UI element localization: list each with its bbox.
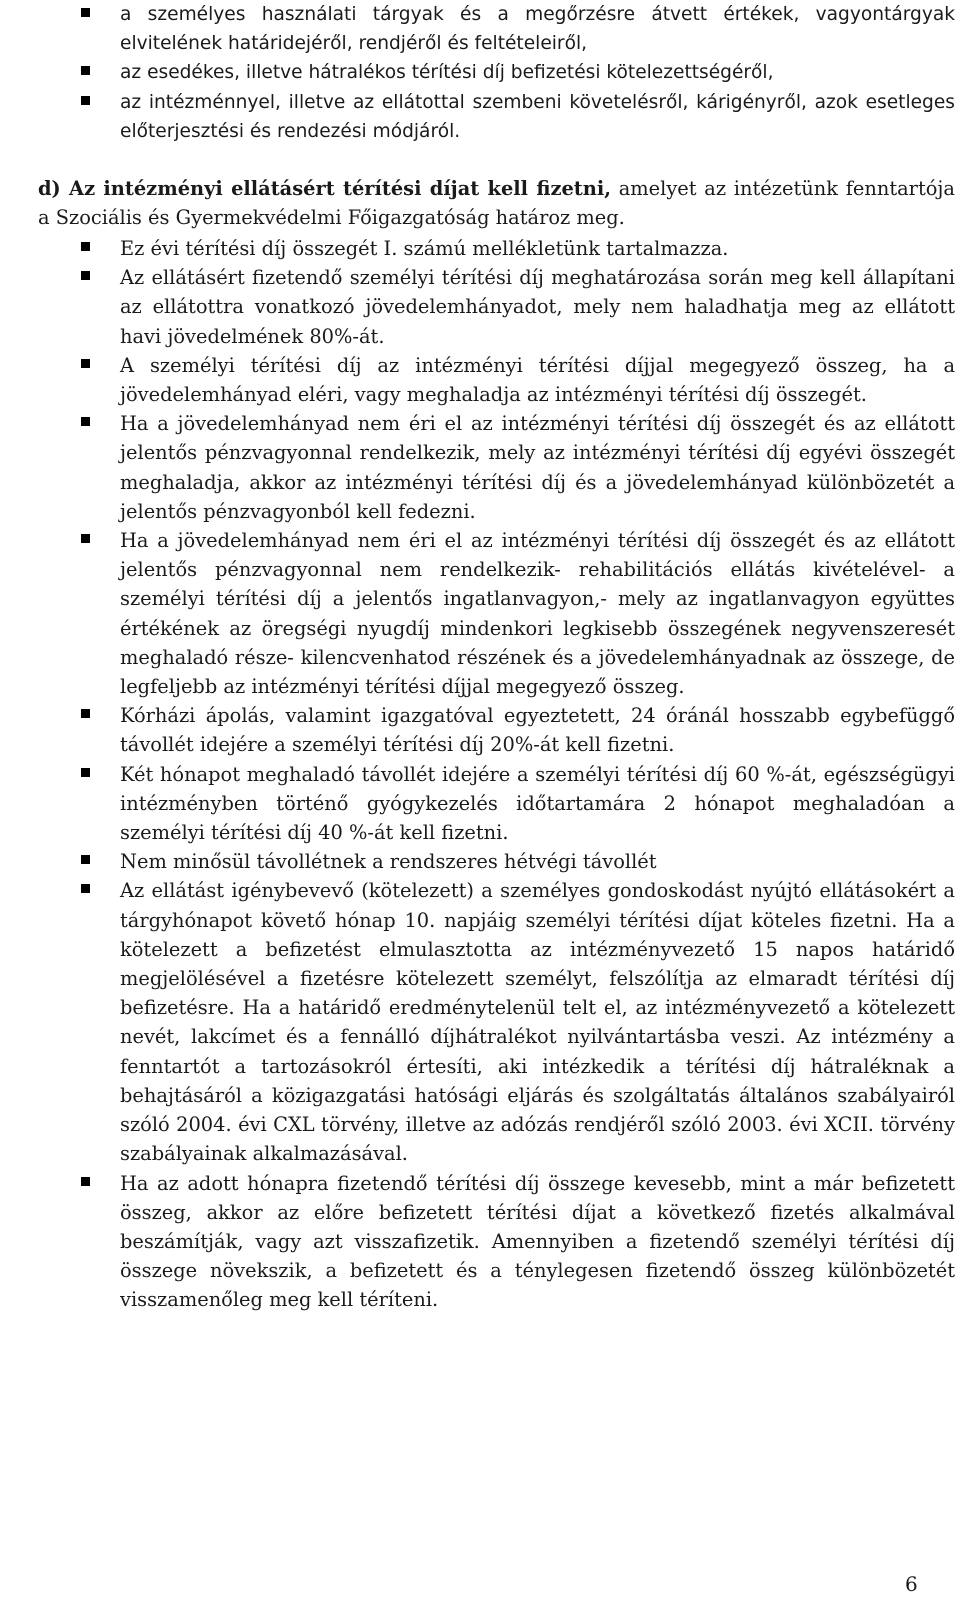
square-bullet-icon bbox=[81, 271, 90, 280]
square-bullet-icon bbox=[81, 768, 90, 777]
list-item bbox=[81, 263, 955, 351]
list-item bbox=[81, 234, 955, 263]
square-bullet-icon bbox=[81, 66, 90, 75]
list-item bbox=[81, 409, 955, 526]
list-item-text: Az ellátásért fizetendő személyi térítési díj meghatározása során meg kell állapítani az ellátottra vonatkozó jövedelemhányadot, mely nem haladhatja meg az ellátott havi jövedelmének 80%-át. bbox=[120, 266, 955, 348]
list-item bbox=[81, 0, 955, 58]
section-d-paragraph bbox=[38, 174, 955, 232]
list-item-text: Két hónapot meghaladó távollét idejére a személyi térítési díj 60 %-át, egészségügyi intézményben történő gyógykezelés időtartamára 2 hónapot meghaladóan a személyi térítési díj 40 %-át kell fizetni. bbox=[120, 762, 955, 845]
square-bullet-icon bbox=[81, 1177, 90, 1186]
list-item bbox=[81, 876, 955, 1168]
list-item-text: Ha az adott hónapra fizetendő térítési díj összege kevesebb, mint a már befizetett összeg, akkor az előre befizetett térítési díjat a következő fizetés alkalmával beszámítják, vagy azt visszafizetik. Amennyiben a fizetendő személyi térítési díj összege növekszik, a befizetett és a ténylegesen fizetendő összeg különbözetét visszamenőleg meg kell téríteni. bbox=[120, 1171, 955, 1312]
square-bullet-icon bbox=[81, 359, 90, 368]
section-d-text: amelyet az intézetünk fenntartója a Szociális és Gyermekvédelmi Főigazgatóság határoz meg. bbox=[38, 177, 955, 230]
list-item bbox=[81, 88, 955, 146]
top-bullet-list bbox=[81, 0, 955, 146]
list-item-text: Ha a jövedelemhányad nem éri el az intézményi térítési díj összegét és az ellátott jelentős pénzvagyonnal nem rendelkezik- rehabilitációs ellátás kivételével- a személyi térítési díj a jelentős ingatlanvagyon,- mely az ingatlanvagyon együttes értékének az öregségi nyugdíj mindenkori legkisebb összegének negyvenszeresét meghaladó része- kilencvenhatod részének és a jövedelemhányadnak az összege, de legfeljebb az intézményi térítési díjjal megegyező összeg. bbox=[120, 529, 955, 699]
section-d-bullet-list bbox=[81, 234, 955, 1315]
list-item-text: Az ellátást igénybevevő (kötelezett) a személyes gondoskodást nyújtó ellátásokért a tárgyhónapot követő hónap 10. napjáig személyi térítési díjat köteles fizetni. Ha a kötelezett a befizetést elmulasztotta az intézményvezető 15 napos határidő megjelölésével a fizetésre kötelezett személyt, felszólítja az elmaradt térítési díj befizetésre. Ha a határidő eredménytelenül telt el, az intézményvezető a kötelezett nevét, lakcímet és a fennálló díjhátralékot nyilvántartásba veszi. Az intézmény a fenntartót a tartozásokról értesíti, aki intézkedik a térítési díj hátraléknak a behajtásáról a közigazgatási hatósági eljárás és szolgáltatás általános szabályairól szóló 2004. évi CXL törvény, illetve az adózás rendjéről szóló 2003. évi XCII. törvény szabályainak alkalmazásával. bbox=[120, 879, 955, 1166]
list-item-text: Ez évi térítési díj összegét I. számú mellékletünk tartalmazza. bbox=[120, 237, 729, 260]
list-item bbox=[81, 701, 955, 759]
list-item-text: az esedékes, illetve hátralékos térítési díj befizetési kötelezettségéről, bbox=[120, 62, 774, 84]
page-number: 6 bbox=[905, 1572, 918, 1596]
list-item bbox=[81, 351, 955, 409]
list-item bbox=[81, 58, 955, 87]
list-item-text: Kórházi ápolás, valamint igazgatóval egyeztetett, 24 óránál hosszabb egybefüggő távollét idejére a személyi térítési díj 20%-át kell fizetni. bbox=[120, 704, 955, 757]
square-bullet-icon bbox=[81, 855, 90, 864]
square-bullet-icon bbox=[81, 96, 90, 105]
section-d-heading: d) Az intézményi ellátásért térítési díjat kell fizetni, bbox=[38, 177, 611, 200]
list-item bbox=[81, 1169, 955, 1315]
list-item bbox=[81, 760, 955, 848]
square-bullet-icon bbox=[81, 8, 90, 17]
square-bullet-icon bbox=[81, 242, 90, 251]
list-item-text: az intézménnyel, illetve az ellátottal szembeni követelésről, kárigényről, azok esetleges előterjesztési és rendezési módjáról. bbox=[120, 91, 955, 142]
square-bullet-icon bbox=[81, 534, 90, 543]
list-item bbox=[81, 847, 955, 876]
list-item-text: a személyes használati tárgyak és a megőrzésre átvett értékek, vagyontárgyak elvitelének határidejéről, rendjéről és feltételeiről, bbox=[120, 4, 955, 55]
list-item bbox=[81, 526, 955, 701]
list-item-text: A személyi térítési díj az intézményi térítési díjjal megegyező összeg, ha a jövedelemhányad eléri, vagy meghaladja az intézményi térítési díj összegét. bbox=[120, 353, 955, 407]
list-item-text: Nem minősül távollétnek a rendszeres hétvégi távollét bbox=[120, 850, 657, 874]
square-bullet-icon bbox=[81, 884, 90, 893]
list-item-text: Ha a jövedelemhányad nem éri el az intézményi térítési díj összegét és az ellátott jelentős pénzvagyonnal rendelkezik, mely az intézményi térítési díj egyévi összegét meghaladja, akkor az intézményi térítési díj és a jövedelemhányad különbözetét a jelentős pénzvagyonból kell fedezni. bbox=[120, 412, 955, 523]
square-bullet-icon bbox=[81, 417, 90, 426]
square-bullet-icon bbox=[81, 709, 90, 718]
